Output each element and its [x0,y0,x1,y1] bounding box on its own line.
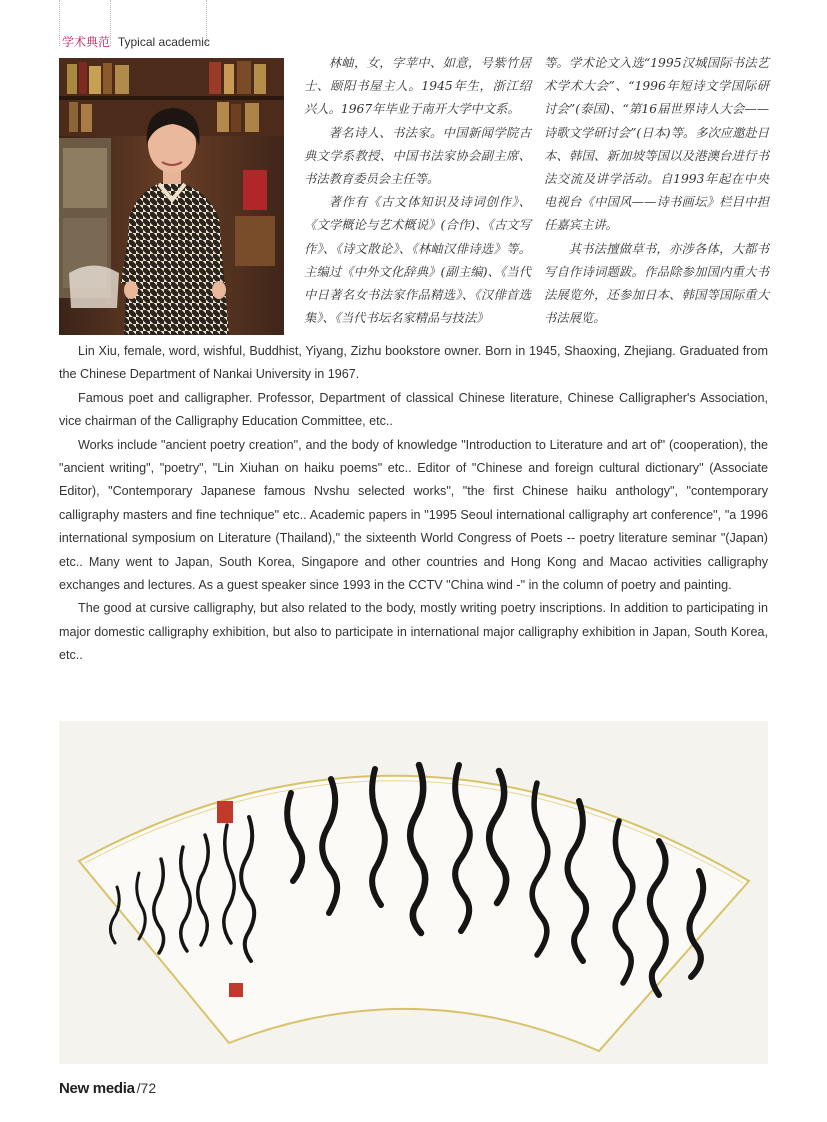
portrait-photo [59,58,284,335]
zh-paragraph: 其书法擅做草书，亦涉各体，大都书写自作诗词题跋。作品除参加国内重大书法展览外，还参加日本、韩国等国际重大书法展览。 [544,241,769,326]
en-paragraph: Famous poet and calligrapher. Professor, Department of classical Chinese literature, Chinese Calligrapher's Association, vice chairman of the Calligraphy Education Committee, etc.. [59,390,768,429]
header-divider-left [59,0,60,46]
section-header [62,33,210,50]
magazine-brand: New media [59,1080,135,1097]
page-footer [59,1080,156,1098]
en-paragraph: Lin Xiu, female, word, wishful, Buddhist, Yiyang, Zizhu bookstore owner. Born in 1945, Shaoxing, Zhejiang. Graduated from the Chinese Department of Nankai University in 1967. [59,344,768,382]
zh-paragraph: 林岫，女，字苹中、如意，号紫竹居士、颐阳书屋主人。1945年生，浙江绍兴人。1967年毕业于南开大学中文系。 [304,56,531,117]
section-title-zh: 学术典范 [62,35,111,49]
zh-paragraph: 著作有《古文体知识及诗词创作》、《文学概论与艺术概说》(合作)、《古文写作》、《诗文散论》、《林岫汉俳诗选》等。主编过《中外文化辞典》(副主编)、《当代中日著名女书法家作品精选》、《汉俳首选集》、《当代书坛名家精品与技法》 [304,195,531,326]
zh-column-2 [544,52,769,330]
zh-paragraph: 著名诗人、书法家。中国新闻学院古典文学系教授、中国书法家协会副主席、书法教育委员会主任等。 [304,125,531,187]
en-paragraph: The good at cursive calligraphy, but also related to the body, mostly writing poetry inscriptions. In addition to participating in major domestic calligraphy exhibition, but also to participate in international major calligraphy exhibition in Japan, South Korea, etc.. [59,601,768,663]
section-title-en: Typical academic [117,35,210,49]
zh-paragraph: 等。学术论文入选“1995汉城国际书法艺术学术大会”、“1996年短诗文学国际研讨会”(泰国)、“第16届世界诗人大会——诗歌文学研讨会”(日本)等。多次应邀赴日本、韩国、新加坡等国以及港澳台进行书法交流及讲学活动。自1993年起在中央电视台《中国风——诗书画坛》栏目中担任嘉宾主讲。 [544,56,769,233]
en-paragraph: Works include "ancient poetry creation", and the body of knowledge "Introduction to Literature and art of" (cooperation), the "ancient writing", "poetry", "Lin Xiuhan on haiku poems" etc.. Editor of "Chinese and foreign cultural dictionary" (Associate Editor), "Contemporary Japanese famous Nvshu selected works", "the first Chinese haiku anthology", "contemporary calligraphy masters and fine technique" etc.. Academic papers in "1995 Seoul international calligraphy art conference", "a 1996 international symposium on Literature (Thailand)," the sixteenth World Congress of Poets -- poetry literature seminar "(Japan) etc.. Many went to Japan, South Korea, Singapore and other countries and Hong Kong and Macao activities calligraphy exchanges and lectures. As a guest speaker since 1993 in the CCTV "China wind -" in the column of poetry and painting. [59,437,768,593]
zh-column-1 [304,52,531,330]
calligraphy-fan-artwork [59,721,768,1064]
page-number: /72 [136,1080,157,1096]
english-body [59,340,768,668]
